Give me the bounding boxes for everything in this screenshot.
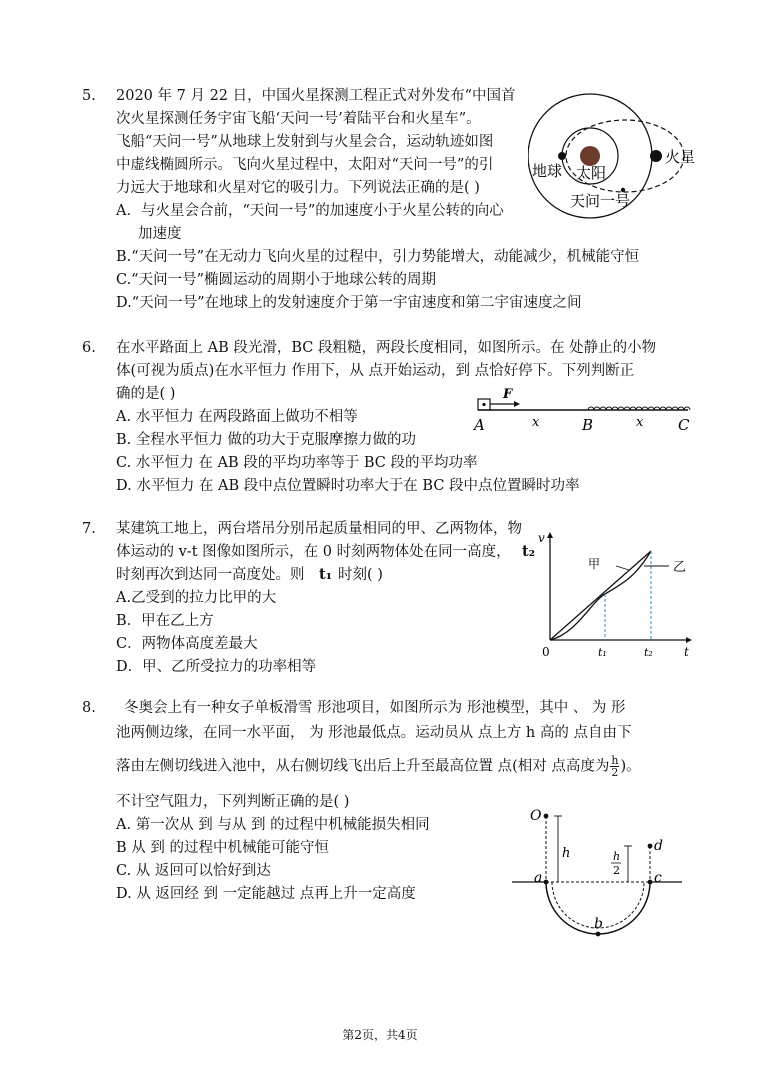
force-arrow-icon — [514, 401, 520, 407]
q8-line-3-end: )。 — [620, 758, 641, 775]
q8-line-2: 池两侧边缘，在同一水平面， 为 形池最低点。运动员从 点上方 h 高的 点自由下 — [116, 725, 632, 741]
sun-label: 太阳 — [576, 164, 607, 182]
q6-line-2: 体(可视为质点)在水平恒力 作用下，从 点开始运动，到 点恰好停下。下列判断正 — [116, 363, 635, 379]
q6-number: 6. — [82, 340, 96, 356]
q5-number: 5. — [82, 88, 96, 104]
q8-line-3-text: 落由左侧切线进入池中，从右侧切线飞出后上升至最高位置 点(相对 点高度为 — [116, 758, 610, 775]
q7-option-c: C．两物体高度差最大 — [116, 636, 258, 652]
q8-fraction — [610, 755, 619, 778]
earth-icon — [558, 152, 566, 160]
svg-text:b: b — [594, 916, 603, 932]
svg-text:h: h — [562, 846, 571, 861]
page-footer: 第2页，共4页 — [342, 1028, 418, 1042]
q8-halfpipe-figure — [508, 802, 688, 952]
q5-line-1: 2020 年 7 月 22 日，中国火星探测工程正式对外发布“中国首 — [116, 88, 516, 104]
q5-line-4: 中虚线椭圆所示。飞向火星过程中，太阳对“天问一号”的引 — [116, 157, 494, 173]
q8-frac-num: h — [611, 754, 619, 767]
q5-option-c: C.“天问一号”椭圆运动的周期小于地球公转的周期 — [116, 272, 437, 288]
q8-option-a: A. 第一次从 到 与从 到 的过程中机械能损失相同 — [116, 817, 430, 833]
q7-line-2: 体运动的 v-t 图像如图所示，在 0 时刻两物体处在同一高度， — [116, 544, 511, 560]
q7-line-3: 时刻再次到达同一高度处。则 — [116, 567, 305, 583]
svg-text:h: h — [613, 850, 621, 863]
q8-option-d: D. 从 返回经 到 一定能越过 点再上升一定高度 — [116, 886, 416, 902]
svg-text:甲: 甲 — [588, 557, 601, 571]
svg-text:t₂: t₂ — [644, 646, 653, 659]
svg-text:0: 0 — [542, 645, 550, 659]
svg-text:x: x — [532, 415, 540, 430]
q7-option-d: D．甲、乙所受拉力的功率相等 — [116, 659, 317, 675]
q6-option-a: A. 水平恒力 在两段路面上做功不相等 — [116, 409, 358, 425]
q6-line-3: 确的是( ) — [116, 386, 176, 402]
svg-text:t: t — [684, 645, 689, 659]
probe-label: 天问一号 — [570, 192, 631, 210]
q5-line-3: 飞船“天问一号”从地球上发射到与火星会合，运动轨迹如图 — [116, 134, 494, 150]
q6-track-figure — [470, 386, 700, 434]
q5-option-a-cont: 加速度 — [138, 226, 182, 242]
q7-option-b: B．甲在乙上方 — [116, 613, 214, 629]
svg-text:c: c — [654, 870, 662, 886]
svg-text:乙: 乙 — [673, 560, 687, 575]
svg-text:O: O — [530, 808, 542, 824]
q7-line-1: 某建筑工地上，两台塔吊分别吊起质量相同的甲、乙两物体，物 — [116, 521, 522, 537]
q6-option-c: C. 水平恒力 在 AB 段的平均功率等于 BC 段的平均功率 — [116, 455, 478, 471]
q7-option-a: A.乙受到的拉力比甲的大 — [116, 590, 277, 606]
q5-option-b: B.“天问一号”在无动力飞向火星的过程中，引力势能增大，动能减少，机械能守恒 — [116, 249, 640, 265]
earth-label: 地球 — [532, 162, 563, 180]
q5-option-a: A．与火星会合前，“天问一号”的加速度小于火星公转的向心 — [116, 203, 504, 219]
q6-line-1: 在水平路面上 AB 段光滑，BC 段粗糙，两段长度相同，如图所示。在 处静止的小物 — [116, 340, 657, 356]
svg-text:F: F — [503, 387, 513, 402]
q5-orbit-figure — [528, 78, 708, 228]
q5-line-5: 力远大于地球和火星对它的吸引力。下列说法正确的是( ) — [116, 180, 480, 196]
q7-number: 7. — [82, 521, 96, 537]
q8-line-1: 冬奥会上有一种女子单板滑雪 形池项目，如图所示为 形池模型，其中 、 为 形 — [124, 700, 626, 716]
svg-text:t₁: t₁ — [598, 646, 607, 659]
svg-text:v: v — [538, 531, 545, 545]
q7-vt-graph — [536, 528, 696, 664]
mars-icon — [650, 150, 662, 162]
svg-text:B: B — [582, 416, 594, 434]
svg-text:C: C — [678, 416, 690, 434]
q6-option-b: B. 全程水平恒力 做的功大于克服摩擦力做的功 — [116, 432, 416, 448]
q5-line-2: 次火星探测任务宇宙飞船‘天问一号’着陆平台和火星车”。 — [116, 111, 481, 127]
q8-line-4: 不计空气阻力，下列判断正确的是( ) — [116, 794, 350, 810]
q6-option-d: D. 水平恒力 在 AB 段中点位置瞬时功率大于在 BC 段中点位置瞬时功率 — [116, 478, 580, 494]
sun-icon — [580, 146, 600, 166]
svg-text:x: x — [636, 415, 644, 430]
q7-line-3b: 时刻( ) — [338, 567, 383, 583]
svg-text:d: d — [654, 838, 663, 854]
q8-frac-den: 2 — [611, 766, 619, 779]
svg-text:2: 2 — [613, 864, 620, 877]
line-yi — [550, 551, 651, 640]
q5-option-d: D.“天问一号”在地球上的发射速度介于第一宇宙速度和第二宇宙速度之间 — [116, 295, 582, 311]
q7-t2: t₂ — [522, 543, 536, 560]
q8-number: 8. — [82, 700, 96, 716]
q8-option-b: B 从 到 的过程中机械能可能守恒 — [116, 840, 329, 856]
q8-option-c: C. 从 返回可以恰好到达 — [116, 863, 271, 879]
svg-text:a: a — [534, 870, 543, 886]
mars-label: 火星 — [665, 148, 696, 166]
q8-line-3 — [116, 755, 641, 778]
q7-t1: t₁ — [319, 566, 333, 583]
svg-text:A: A — [474, 416, 485, 434]
